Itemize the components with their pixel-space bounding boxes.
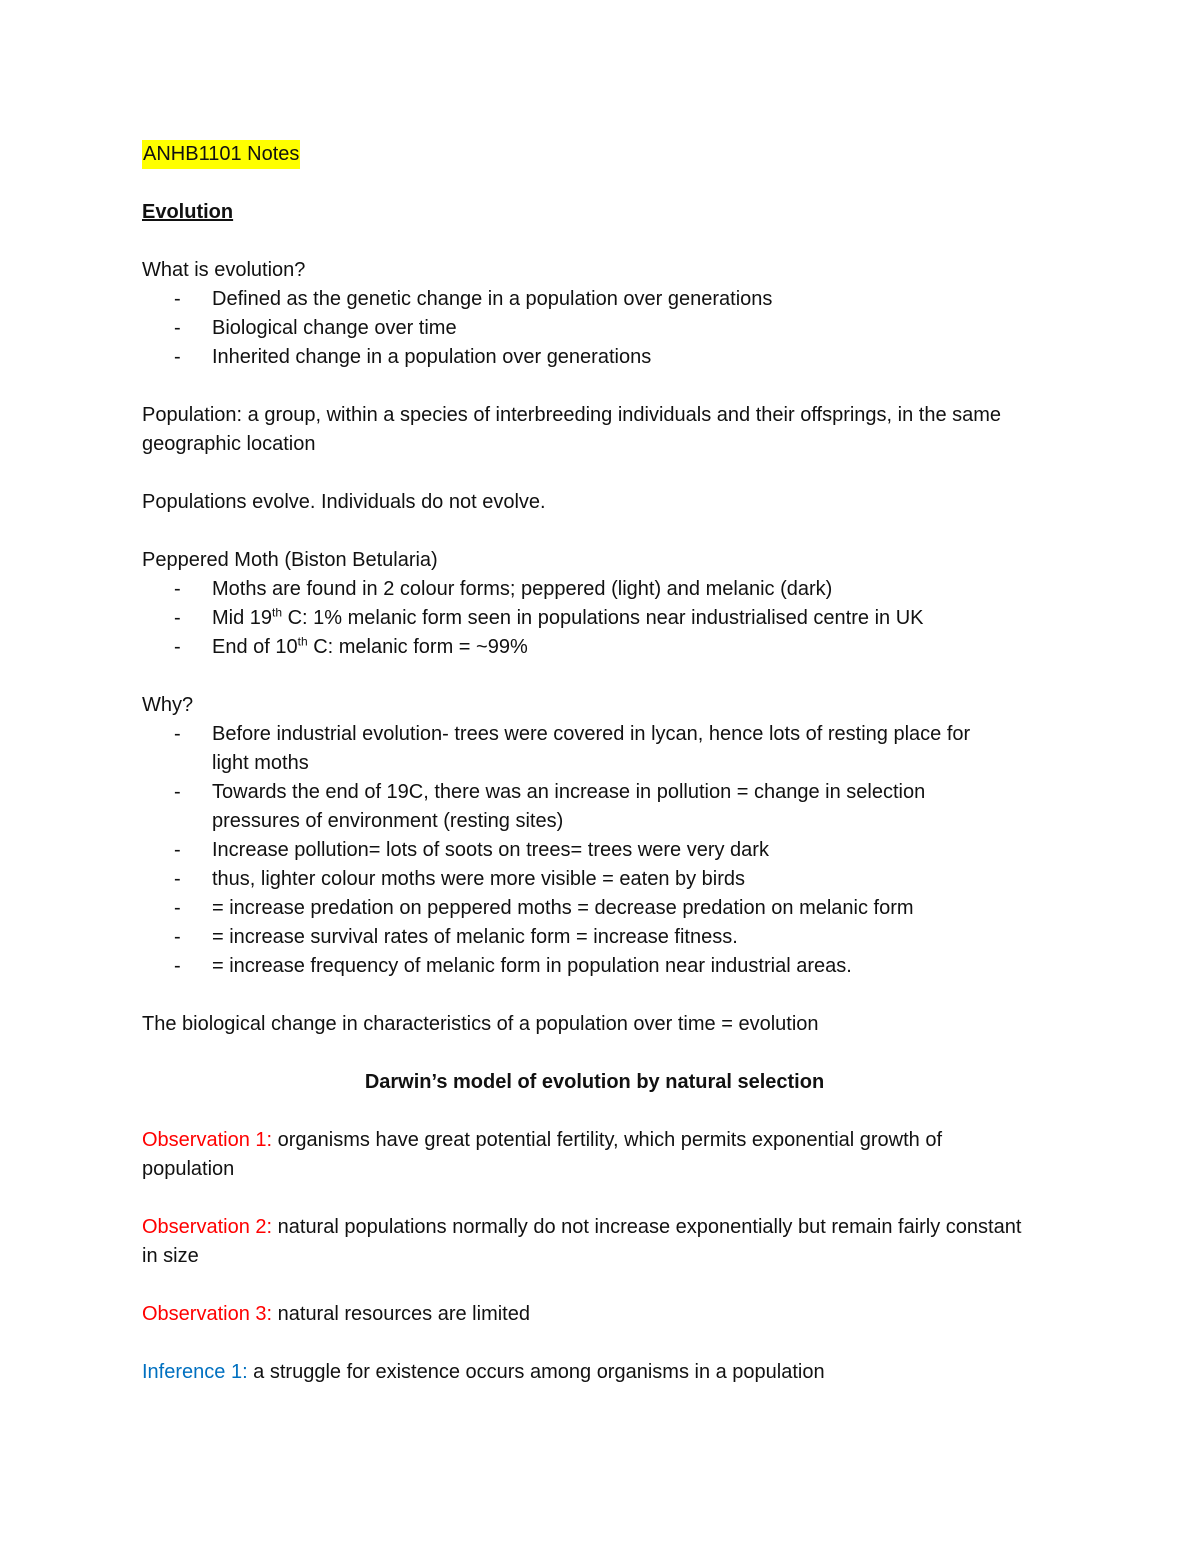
list-item: - Before industrial evolution- trees were covered in lycan, hence lots of resting place for light moths [142,720,972,778]
observation-1 [142,1126,1032,1184]
moth-title: Peppered Moth (Biston Betularia) [142,549,438,571]
population-definition: Population: a group, within a species of interbreeding individuals and their offsprings, in the same geographic location [142,404,1002,455]
document-page [142,140,1047,1387]
observation-label: Observation 3: [142,1303,273,1325]
doc-title: ANHB1101 Notes [142,140,300,169]
populations-evolve: Populations evolve. Individuals do not evolve. [142,491,546,513]
list-item [142,604,1047,633]
list-item: - thus, lighter colour moths were more visible = eaten by birds [142,865,972,894]
list-item: - Increase pollution= lots of soots on trees= trees were very dark [142,836,972,865]
why-question: Why? [142,694,194,716]
list-item: - Defined as the genetic change in a population over generations [142,285,1047,314]
list-item: - = increase frequency of melanic form in population near industrial areas. [142,952,972,981]
list-item [142,633,1047,662]
inference-text: a struggle for existence occurs among organisms in a population [247,1361,825,1383]
observation-label: Observation 1: [142,1129,273,1151]
observation-text: organisms have great potential fertility, which permits exponential growth of population [142,1129,943,1180]
why-list [142,720,972,981]
moth-b2-pre: Mid 19 [212,607,273,629]
conclusion: The biological change in characteristics of a population over time = evolution [142,1013,819,1035]
observation-text: natural populations normally do not increase exponentially but remain fairly constant in size [142,1216,1022,1267]
observation-text: natural resources are limited [272,1303,530,1325]
inference-label: Inference 1: [142,1361,248,1383]
inference-1 [142,1358,1047,1387]
darwin-heading: Darwin’s model of evolution by natural selection [364,1071,825,1093]
what-is-list [142,285,1047,372]
what-is-question: What is evolution? [142,259,306,281]
observation-3 [142,1300,1047,1329]
observation-2 [142,1213,1032,1271]
moth-b3-post: C: melanic form = ~99% [307,636,528,658]
list-item: - Moths are found in 2 colour forms; peppered (light) and melanic (dark) [142,575,1047,604]
moth-b3-pre: End of 10 [212,636,298,658]
list-item: - = increase survival rates of melanic form = increase fitness. [142,923,972,952]
section-heading: Evolution [142,201,234,223]
list-item: - Towards the end of 19C, there was an increase in pollution = change in selection pressures of environment (resting sites) [142,778,972,836]
moth-b2-post: C: 1% melanic form seen in populations near industrialised centre in UK [282,607,924,629]
list-item: - Inherited change in a population over generations [142,343,1047,372]
observation-label: Observation 2: [142,1216,273,1238]
list-item: - = increase predation on peppered moths = decrease predation on melanic form [142,894,972,923]
list-item: - Biological change over time [142,314,1047,343]
title-line [142,140,1047,169]
moth-list [142,575,1047,662]
moth-b2-sup: th [272,605,283,620]
moth-b3-sup: th [297,634,308,649]
